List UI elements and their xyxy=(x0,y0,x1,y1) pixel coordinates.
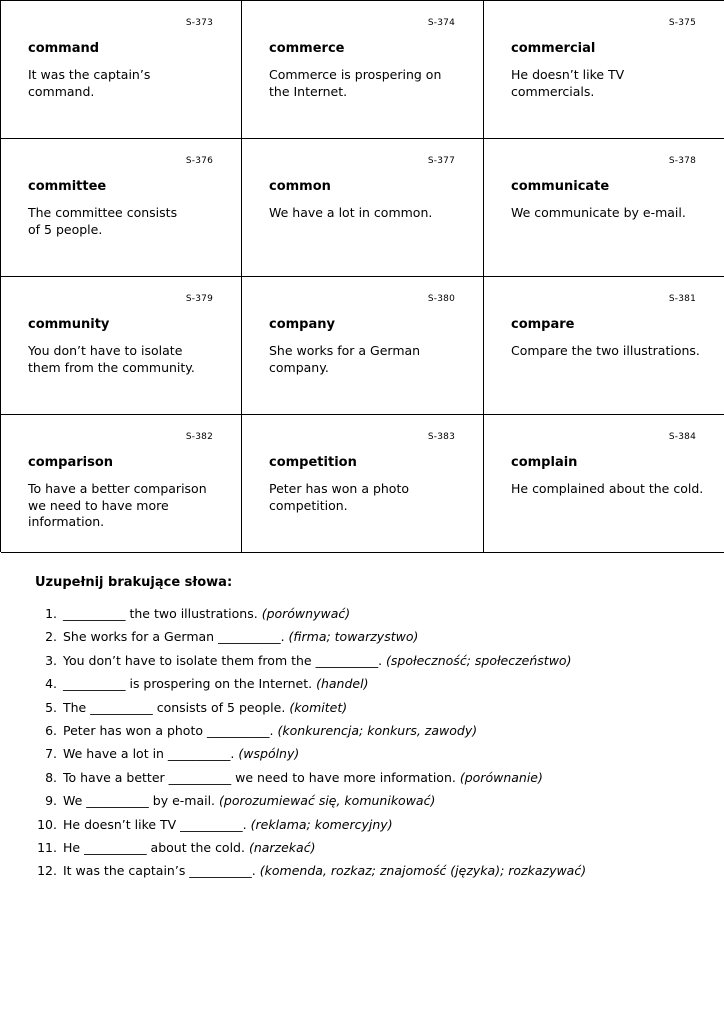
item-number: 4. xyxy=(45,676,57,692)
card-word: complain xyxy=(511,455,578,470)
card-code: S-376 xyxy=(185,156,213,166)
item-text: We __________ by e-mail. xyxy=(63,793,216,809)
exercise-title: Uzupełnij brakujące słowa: xyxy=(35,575,233,590)
flashcard xyxy=(1,277,242,415)
card-code: S-379 xyxy=(185,294,213,304)
item-text: To have a better __________ we need to have more information. xyxy=(63,769,456,785)
card-word: competition xyxy=(269,455,357,470)
item-hint: (firma; towarzystwo) xyxy=(288,629,419,645)
item-text: She works for a German __________. xyxy=(63,629,285,645)
exercise-item xyxy=(0,861,586,884)
exercise-item xyxy=(0,721,586,744)
card-word: committee xyxy=(28,179,107,194)
item-hint: (narzekać) xyxy=(248,839,316,855)
card-word: common xyxy=(269,179,331,194)
flashcard xyxy=(242,415,484,553)
card-sentence: He doesn’t like TV commercials. xyxy=(511,67,625,99)
flashcard xyxy=(242,277,484,415)
item-hint: (komitet) xyxy=(289,699,348,715)
card-sentence: He complained about the cold. xyxy=(511,481,704,496)
item-number: 1. xyxy=(45,606,57,621)
card-code: S-373 xyxy=(185,18,213,28)
card-sentence: To have a better comparison we need to have more information. xyxy=(28,481,207,529)
item-number: 10. xyxy=(37,816,57,832)
card-code: S-377 xyxy=(427,156,455,166)
item-number: 9. xyxy=(45,793,57,809)
card-sentence: She works for a German company. xyxy=(269,343,421,375)
card-word: comparison xyxy=(28,455,114,470)
card-word: compare xyxy=(511,317,575,332)
card-word: commercial xyxy=(511,41,596,56)
item-number: 2. xyxy=(45,629,57,645)
item-hint: (reklama; komercyjny) xyxy=(250,816,393,832)
item-hint: (komenda, rozkaz; znajomość (języka); rozkazywać) xyxy=(259,863,587,879)
item-hint: (porozumiewać się, komunikować) xyxy=(219,793,436,809)
item-number: 6. xyxy=(45,722,57,738)
item-text: __________ the two illustrations. xyxy=(63,606,258,621)
item-text: __________ is prospering on the Internet. xyxy=(63,676,313,692)
flashcard xyxy=(242,139,484,277)
card-sentence: Commerce is prospering on the Internet. xyxy=(269,67,442,99)
card-word: company xyxy=(269,317,335,332)
exercise-item xyxy=(0,604,586,627)
flashcard xyxy=(484,277,724,415)
flashcard xyxy=(484,415,724,553)
exercise-item xyxy=(0,698,586,721)
card-word: communicate xyxy=(511,179,610,194)
flashcard xyxy=(1,1,242,139)
item-text: Peter has won a photo __________. xyxy=(63,722,274,738)
item-text: We have a lot in __________. xyxy=(63,746,235,762)
flashcard xyxy=(242,1,484,139)
item-text: It was the captain’s __________. xyxy=(63,863,256,879)
flashcard xyxy=(1,415,242,553)
card-code: S-378 xyxy=(668,156,696,166)
card-word: community xyxy=(28,317,110,332)
card-sentence: We have a lot in common. xyxy=(269,205,433,220)
item-text: You don’t have to isolate them from the __________. xyxy=(63,652,383,668)
item-hint: (wspólny) xyxy=(238,746,300,762)
item-hint: (konkurencja; konkurs, zawody) xyxy=(277,722,478,738)
card-code: S-375 xyxy=(668,18,696,28)
card-code: S-382 xyxy=(185,432,213,442)
card-code: S-374 xyxy=(427,18,455,28)
exercise-item xyxy=(0,768,586,791)
item-hint: (porównanie) xyxy=(459,769,543,785)
card-sentence: It was the captain’s command. xyxy=(28,67,151,99)
card-word: command xyxy=(28,41,100,56)
exercise-item xyxy=(0,791,586,814)
item-hint: (społeczność; społeczeństwo) xyxy=(386,652,572,668)
item-number: 7. xyxy=(45,746,57,762)
card-code: S-384 xyxy=(668,432,696,442)
exercise-item xyxy=(0,674,586,697)
card-code: S-381 xyxy=(668,294,696,304)
flashcard xyxy=(484,139,724,277)
card-sentence: You don’t have to isolate them from the community. xyxy=(28,343,195,375)
item-text: The __________ consists of 5 people. xyxy=(63,699,286,715)
exercise-item xyxy=(0,651,586,674)
item-number: 3. xyxy=(45,652,57,668)
exercise-item xyxy=(0,815,586,838)
item-text: He __________ about the cold. xyxy=(63,839,245,855)
item-number: 11. xyxy=(37,839,57,855)
flashcard xyxy=(1,139,242,277)
exercise-item xyxy=(0,838,586,861)
exercise-list xyxy=(0,604,586,885)
item-number: 5. xyxy=(45,699,57,715)
item-number: 8. xyxy=(45,769,57,785)
card-sentence: Compare the two illustrations. xyxy=(511,343,700,358)
item-number: 12. xyxy=(37,863,57,879)
item-text: He doesn’t like TV __________. xyxy=(63,816,247,832)
card-word: commerce xyxy=(269,41,345,56)
card-code: S-380 xyxy=(427,294,455,304)
card-sentence: We communicate by e-mail. xyxy=(511,205,686,220)
exercise-item xyxy=(0,627,586,650)
card-sentence: Peter has won a photo competition. xyxy=(269,481,410,513)
card-code: S-383 xyxy=(427,432,455,442)
item-hint: (handel) xyxy=(316,676,369,692)
card-sentence: The committee consists of 5 people. xyxy=(28,205,178,237)
flashcard xyxy=(484,1,724,139)
item-hint: (porównywać) xyxy=(261,606,351,621)
exercise-item xyxy=(0,744,586,767)
